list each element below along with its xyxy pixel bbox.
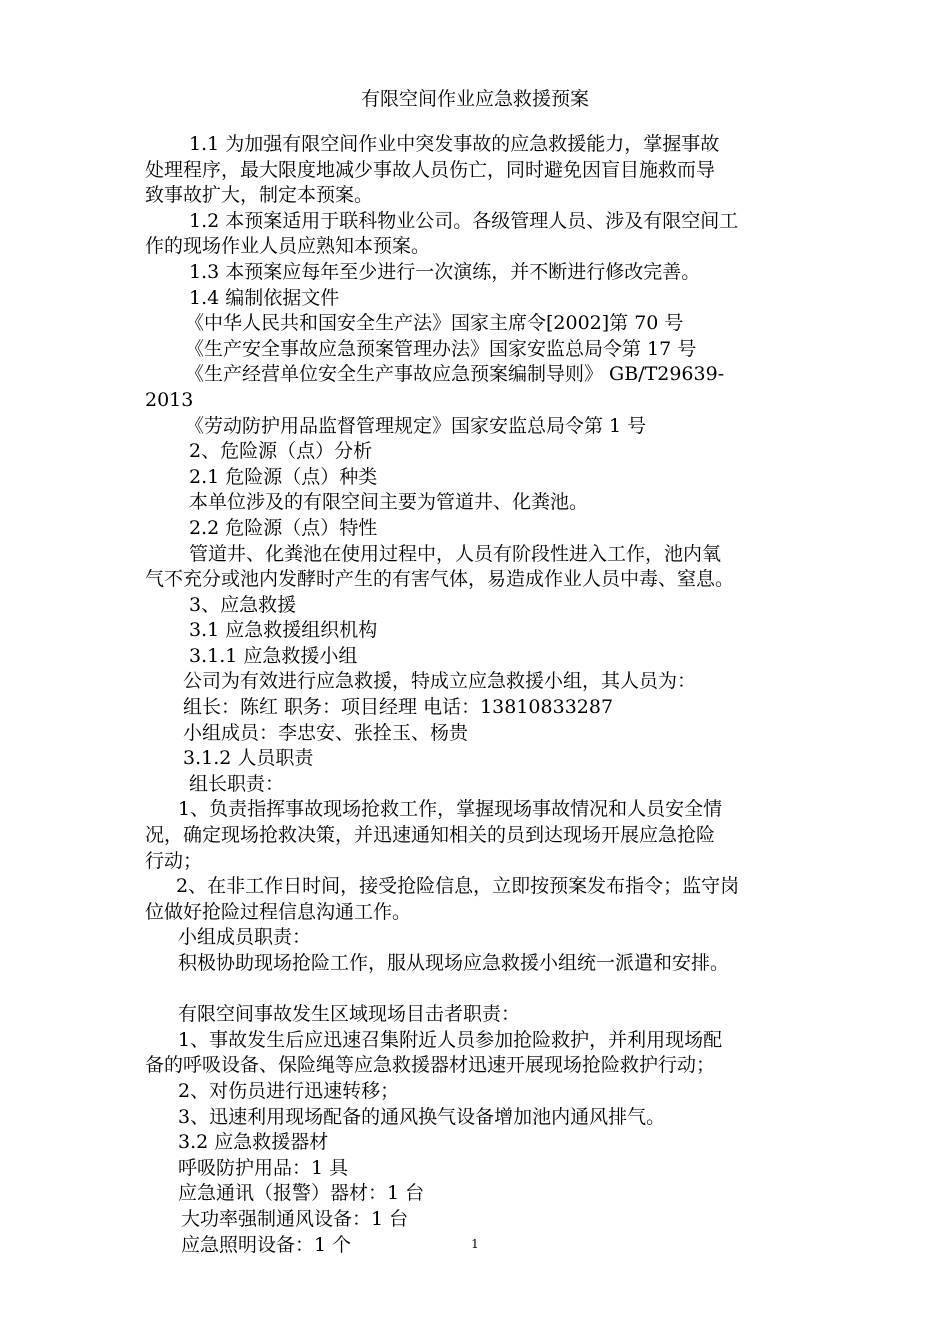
paragraph-line: 位做好抢险过程信息沟通工作。 (145, 900, 412, 923)
paragraph-line: 处理程序，最大限度地减少事故人员伤亡，同时避免因盲目施救而导 (145, 158, 716, 181)
paragraph-line: 有限空间事故发生区域现场目击者职责： (178, 1003, 521, 1026)
paragraph-line: 《劳动防护用品监督管理规定》国家安监总局令第 1 号 (185, 414, 647, 437)
paragraph-line: 本单位涉及的有限空间主要为管道井、化粪池。 (189, 491, 589, 514)
section-heading: 2、危险源（点）分析 (189, 440, 373, 463)
paragraph-line: 1.3 本预案应每年至少进行一次演练，并不断进行修改完善。 (189, 260, 701, 283)
paragraph-line: 2、对伤员进行迅速转移； (178, 1079, 400, 1102)
paragraph-line: 致事故扩大，制定本预案。 (145, 184, 374, 207)
paragraph-line: 组长职责： (189, 772, 285, 795)
paragraph-line: 小组成员职责： (178, 926, 312, 949)
paragraph-line: 《生产经营单位安全生产事故应急预案编制导则》 GB/T29639- (185, 363, 725, 386)
document-body (145, 132, 825, 1258)
paragraph-line: 1、事故发生后应迅速召集附近人员参加抢险救护，并利用现场配 (178, 1028, 723, 1051)
paragraph-line: 《中华人民共和国安全生产法》国家主席令[2002]第 70 号 (185, 312, 684, 335)
section-heading: 3.1.1 应急救援小组 (189, 644, 358, 667)
paragraph-line: 1、负责指挥事故现场抢救工作，掌握现场事故情况和人员安全情 (178, 798, 723, 821)
paragraph-line: 应急通讯（报警）器材：1 台 (178, 1182, 425, 1205)
paragraph-line: 公司为有效进行应急救援，特成立应急救援小组，其人员为： (183, 670, 697, 693)
paragraph-line: 组长：陈红 职务：项目经理 电话：13810833287 (183, 696, 614, 719)
paragraph-line: 管道井、化粪池在使用过程中，人员有阶段性进入工作，池内氧 (189, 542, 722, 565)
paragraph-line: 呼吸防护用品：1 具 (178, 1156, 349, 1179)
section-heading: 3.2 应急救援器材 (178, 1131, 329, 1154)
paragraph-line: 1.4 编制依据文件 (189, 286, 340, 309)
paragraph-line: 行动； (145, 849, 203, 872)
blank-line (145, 977, 825, 1003)
paragraph-line: 《生产安全事故应急预案管理办法》国家安监总局令第 17 号 (185, 337, 697, 360)
document-title: 有限空间作业应急救援预案 (360, 88, 589, 110)
paragraph-line: 况，确定现场抢救决策，并迅速通知相关的员到达现场开展应急抢险 (145, 824, 716, 847)
paragraph-line: 1.1 为加强有限空间作业中突发事故的应急救援能力，掌握事故 (189, 133, 720, 155)
section-heading: 3.1.2 人员职责 (183, 747, 314, 770)
paragraph-line: 积极协助现场抢险工作，服从现场应急救援小组统一派遣和安排。 (178, 952, 730, 974)
paragraph-line: 备的呼吸设备、保险绳等应急救援器材迅速开展现场抢险救护行动； (145, 1054, 716, 1077)
paragraph-line: 小组成员：李忠安、张拴玉、杨贵 (183, 721, 469, 744)
paragraph-line: 2、在非工作日时间，接受抢险信息，立即按预案发布指令；监守岗 (176, 875, 740, 898)
paragraph-line: 3、迅速利用现场配备的通风换气设备增加池内通风排气。 (178, 1105, 666, 1128)
section-heading: 3.1 应急救援组织机构 (189, 619, 378, 642)
section-heading: 2.2 危险源（点）特性 (189, 516, 378, 539)
section-heading: 3、应急救援 (189, 593, 297, 616)
paragraph-line: 气不充分或池内发酵时产生的有害气体，易造成作业人员中毒、窒息。 (145, 568, 735, 591)
paragraph-line: 作的现场作业人员应熟知本预案。 (145, 235, 431, 258)
page-number: 1 (471, 1237, 479, 1251)
paragraph-line: 2013 (145, 388, 194, 411)
paragraph-line: 1.2 本预案适用于联科物业公司。各级管理人员、涉及有限空间工 (189, 209, 739, 232)
paragraph-line: 大功率强制通风设备：1 台 (181, 1207, 409, 1230)
paragraph-line: 应急照明设备：1 个 (181, 1233, 352, 1256)
section-heading: 2.1 危险源（点）种类 (189, 465, 378, 488)
